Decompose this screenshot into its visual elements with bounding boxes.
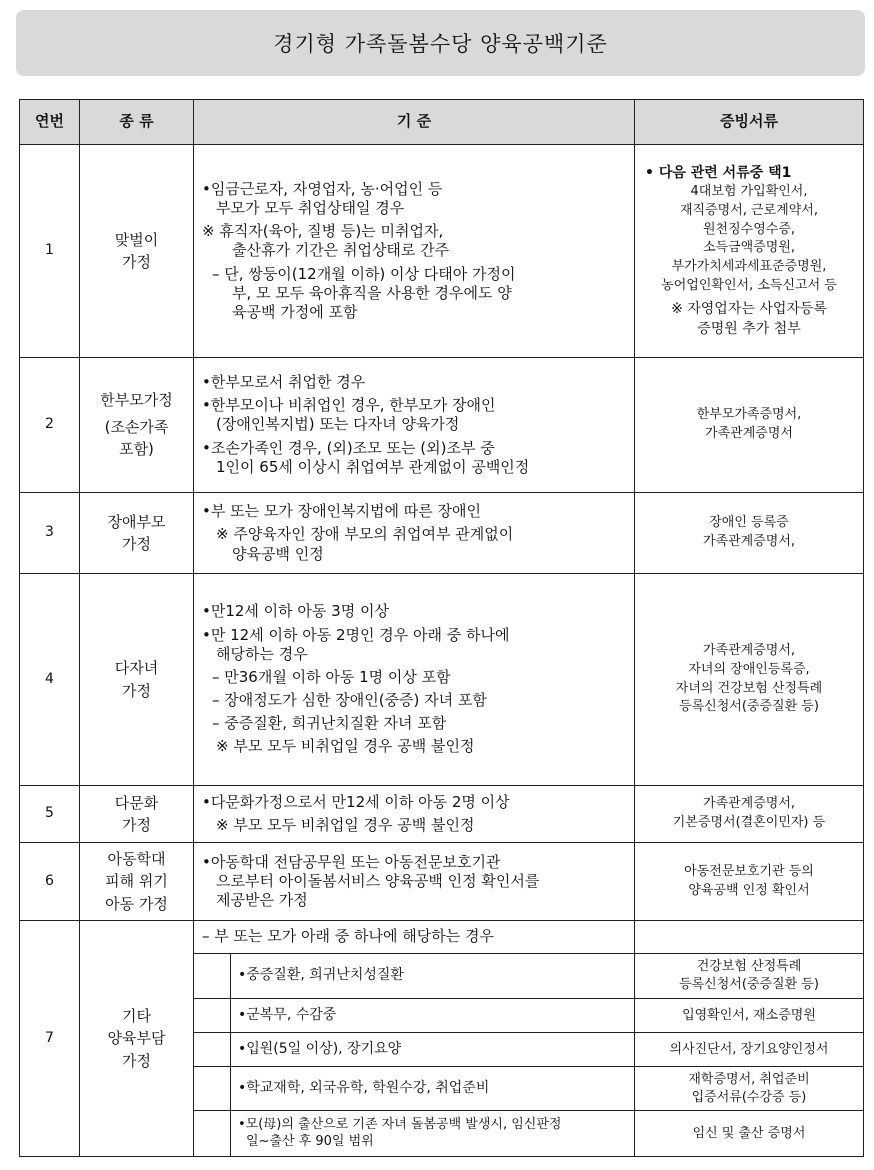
row7-docs [635, 999, 864, 1033]
row-num: 3 [20, 493, 80, 574]
docs-line: 가족관계증명서, [702, 796, 796, 812]
row-num: 1 [20, 145, 80, 358]
type-line: 가정 [122, 253, 151, 271]
table-row [20, 921, 864, 954]
header-num: 연번 [20, 100, 80, 145]
criteria-line: ※ 부모 모두 비취업일 경우 공백 불인정 [216, 816, 475, 834]
docs-line: 가족관계증명서, [702, 642, 796, 658]
docs-line: 등록신청서(중증질환 등) [679, 699, 819, 715]
docs-line: 증명원 추가 첨부 [697, 321, 801, 338]
row-type [80, 786, 194, 843]
table-row [20, 358, 864, 493]
row-num: 6 [20, 843, 80, 921]
row7-criteria [194, 999, 635, 1033]
docs-line: 한부모가족증명서, [696, 407, 802, 423]
row7-criteria [194, 1067, 635, 1111]
row-docs [635, 145, 864, 358]
type-line: 가정 [122, 535, 151, 553]
row-num: 4 [20, 574, 80, 786]
row-num: 7 [20, 921, 80, 1157]
type-line: 가정 [122, 1051, 151, 1070]
type-line: 장애부모 [107, 512, 166, 531]
criteria-line: – 장애정도가 심한 장애인(중증) 자녀 포함 [212, 691, 487, 710]
type-line: 가정 [122, 681, 151, 700]
row-docs [635, 493, 864, 574]
row7-header: – 부 또는 모가 아래 중 하나에 해당하는 경우 [194, 921, 635, 954]
row-num: 2 [20, 358, 80, 493]
row7-criteria [194, 1111, 635, 1157]
criteria-line: •아동학대 전담공무원 또는 아동전문보호기관 [202, 852, 501, 871]
row-criteria [194, 358, 635, 493]
criteria-line: •임금근로자, 자영업자, 농·어업인 등 [202, 179, 443, 198]
criteria-line: •한부모로서 취업한 경우 [202, 373, 366, 392]
type-line: (조손가족 [104, 417, 169, 436]
docs-line: 부가가치세과세표준증명원, [671, 259, 827, 275]
row-type [80, 843, 194, 921]
docs-line: 기본증명서(결혼이민자) 등 [672, 815, 826, 830]
docs-line: 입영확인서, 재소증명원 [682, 1007, 816, 1023]
criteria-table [19, 99, 864, 1157]
row-num: 5 [20, 786, 80, 843]
docs-line: 농어업인확인서, 소득신고서 등 [661, 278, 837, 294]
docs-line: 임신 및 출산 증명서 [692, 1125, 806, 1141]
type-line: 맞벌이 [114, 230, 159, 249]
row-criteria [194, 574, 635, 786]
row-docs [635, 786, 864, 843]
row-criteria [194, 843, 635, 921]
criteria-line: 부모가 모두 취업상태일 경우 [216, 199, 405, 218]
criteria-line: 부, 모 모두 육아휴직을 사용한 경우에도 양 [232, 283, 512, 302]
type-line: 아동 가정 [105, 894, 168, 913]
docs-line: 가족관계증명서 [705, 426, 793, 441]
criteria-line: 양육공백 인정 [232, 544, 324, 563]
criteria-line: •부 또는 모가 장애인복지법에 따른 장애인 [202, 502, 482, 521]
criteria-line: •모(母)의 출산으로 기존 자녀 돌봄공백 발생시, 임신판정 [238, 1116, 562, 1132]
row7-header-docs [635, 921, 864, 954]
docs-line: 자녀의 건강보험 산정특례 [675, 680, 823, 696]
type-line: 아동학대 [107, 849, 166, 868]
row-criteria [194, 145, 635, 358]
page-title: 경기형 가족돌봄수당 양육공백기준 [273, 32, 608, 56]
type-line: 가정 [122, 816, 151, 834]
criteria-line: •만12세 이하 아동 3명 이상 [202, 602, 389, 621]
header-docs: 증빙서류 [635, 100, 864, 145]
table-row [20, 843, 864, 921]
docs-line: 원천징수영수증, [702, 221, 796, 237]
table-row [20, 145, 864, 358]
criteria-line: 해당하는 경우 [216, 644, 308, 663]
docs-line: 양육공백 인정 확인서 [688, 882, 810, 898]
docs-line: • 다음 관련 서류중 택1 [645, 164, 792, 181]
table-row [20, 786, 864, 843]
criteria-line: •조손가족인 경우, (외)조모 또는 (외)조부 중 [202, 438, 495, 457]
row-docs [635, 843, 864, 921]
row7-docs [635, 954, 864, 999]
docs-line: 자녀의 장애인등록증, [688, 661, 810, 677]
row7-docs [635, 1067, 864, 1111]
type-line: 한부모가정 [100, 391, 173, 410]
criteria-line: •군복무, 수감중 [238, 1006, 337, 1023]
type-line: 기타 [122, 1006, 151, 1025]
criteria-line: •만 12세 이하 아동 2명인 경우 아래 중 하나에 [202, 625, 510, 644]
criteria-line: 1인이 65세 이상시 취업여부 관계없이 공백인정 [216, 457, 530, 476]
criteria-line: 출산휴가 기간은 취업상태로 간주 [232, 241, 450, 260]
criteria-line: •학교재학, 외국유학, 학원수강, 취업준비 [238, 1079, 490, 1096]
criteria-line: – 만36개월 이하 아동 1명 이상 포함 [212, 667, 451, 686]
criteria-line: •중증질환, 희귀난치성질환 [238, 967, 404, 984]
criteria-line: ※ 주양육자인 장애 부모의 취업여부 관계없이 [216, 525, 514, 544]
criteria-line: •다문화가정으로서 만12세 이하 아동 2명 이상 [202, 792, 510, 811]
header-criteria: 기 준 [194, 100, 635, 145]
title-banner [16, 10, 865, 76]
row-type [80, 921, 194, 1157]
row-type [80, 358, 194, 493]
docs-line: 재직증명서, 근로계약서, [680, 202, 818, 218]
type-line: 포함) [119, 440, 154, 459]
row-docs [635, 574, 864, 786]
type-line: 다문화 [114, 793, 159, 812]
row7-docs [635, 1111, 864, 1157]
docs-line: 건강보험 산정특례 [696, 959, 802, 975]
docs-line: 가족관계증명서, [702, 534, 796, 549]
criteria-line: 일~출산 후 90일 범위 [246, 1133, 374, 1149]
criteria-line: 으로부터 아이돌봄서비스 양육공백 인정 확인서를 [216, 871, 540, 890]
docs-line: 입증서류(수강증 등) [691, 1089, 807, 1105]
docs-line: 장애인 등록증 [709, 515, 789, 531]
type-line: 피해 위기 [105, 872, 168, 891]
criteria-line: – 중증질환, 희귀난치질환 자녀 포함 [212, 714, 447, 733]
criteria-line: 육공백 가정에 포함 [232, 302, 358, 321]
header-type: 종 류 [80, 100, 194, 145]
docs-line: ※ 자영업자는 사업자등록 [671, 300, 827, 317]
row-criteria [194, 493, 635, 574]
docs-line: 아동전문보호기관 등의 [684, 863, 814, 879]
table-row [20, 574, 864, 786]
row-type [80, 493, 194, 574]
row-type [80, 145, 194, 358]
docs-line: 4대보험 가입확인서, [690, 183, 808, 199]
row-criteria [194, 786, 635, 843]
type-line: 양육부담 [107, 1029, 166, 1048]
row7-criteria [194, 954, 635, 999]
criteria-line: •입원(5일 이상), 장기요양 [238, 1040, 402, 1057]
docs-line: 등록신청서(중증질환 등) [679, 977, 819, 992]
type-line: 다자녀 [114, 659, 159, 677]
table-row [20, 493, 864, 574]
row7-criteria [194, 1033, 635, 1067]
criteria-line: 제공받은 가정 [216, 891, 308, 910]
docs-line: 의사진단서, 장기요양인정서 [669, 1041, 829, 1057]
criteria-line: – 단, 쌍둥이(12개월 이하) 이상 다태아 가정이 [212, 264, 516, 283]
criteria-line: •한부모이나 비취업인 경우, 한부모가 장애인 [202, 396, 496, 415]
docs-line: 소득금액증명원, [702, 240, 796, 256]
criteria-line: ※ 부모 모두 비취업일 경우 공백 불인정 [216, 737, 475, 756]
row-docs [635, 358, 864, 493]
docs-line: 재학증명서, 취업준비 [688, 1071, 810, 1087]
row-type [80, 574, 194, 786]
row7-docs [635, 1033, 864, 1067]
criteria-line: (장애인복지법) 또는 다자녀 양육가정 [216, 415, 460, 434]
criteria-line: ※ 휴직자(육아, 질병 등)는 미취업자, [202, 222, 444, 241]
table-header-row [20, 100, 864, 145]
